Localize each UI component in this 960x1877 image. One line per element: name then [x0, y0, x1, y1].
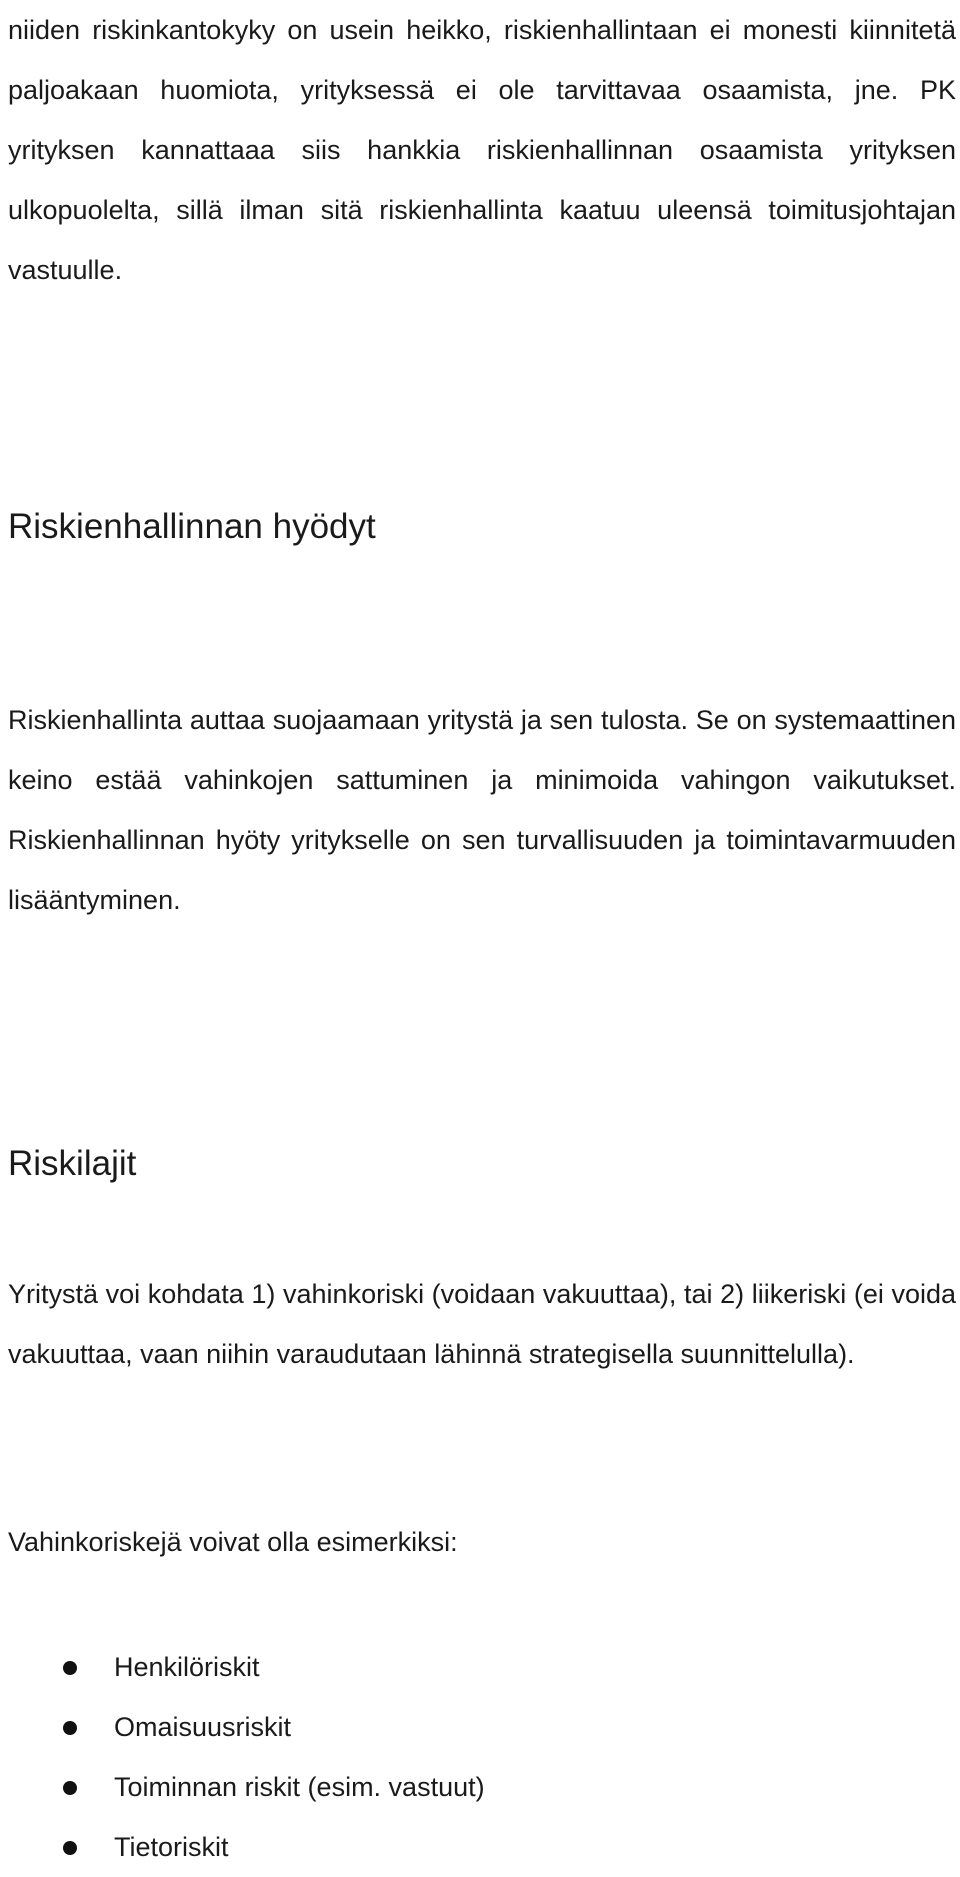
section-heading-benefits: Riskienhallinnan hyödyt — [8, 507, 376, 546]
bullet-icon — [63, 1781, 77, 1795]
list-item-label: Omaisuusriskit — [114, 1712, 292, 1742]
list-item-label: Henkilöriskit — [114, 1652, 260, 1682]
list-item-label: Toiminnan riskit (esim. vastuut) — [114, 1772, 485, 1802]
list-item — [8, 1637, 485, 1697]
bullet-icon — [63, 1721, 77, 1735]
section-heading-risk-types: Riskilajit — [8, 1144, 137, 1183]
list-item-label: Tietoriskit — [114, 1832, 229, 1862]
intro-paragraph: niiden riskinkantokyky on usein heikko, riskienhallintaan ei monesti kiinnitetä paljoakaan huomiota, yrityksessä ei ole tarvittavaa osaamista, jne. PK yrityksen kannattaaa siis hankkia riskienhallinnan osaamista yrityksen ulkopuolelta, sillä ilman sitä riskienhallinta kaatuu uleensä toimitusjohtajan vastuulle. — [8, 15, 956, 285]
risk-list — [8, 1637, 485, 1877]
bullet-icon — [63, 1661, 77, 1675]
list-item — [8, 1817, 485, 1877]
list-intro: Vahinkoriskejä voivat olla esimerkiksi: — [8, 1527, 458, 1557]
list-item — [8, 1757, 485, 1817]
benefits-paragraph: Riskienhallinta auttaa suojaamaan yritystä ja sen tulosta. Se on systemaattinen keino estää vahinkojen sattuminen ja minimoida vahingon vaikutukset. Riskienhallinnan hyöty yritykselle on sen turvallisuuden ja toimintavarmuuden lisääntyminen. — [8, 705, 956, 915]
bullet-icon — [63, 1841, 77, 1855]
list-item — [8, 1697, 485, 1757]
risk-types-paragraph: Yritystä voi kohdata 1) vahinkoriski (voidaan vakuuttaa), tai 2) liikeriski (ei voida vakuuttaa, vaan niihin varaudutaan lähinnä strategisella suunnittelulla). — [8, 1279, 956, 1369]
